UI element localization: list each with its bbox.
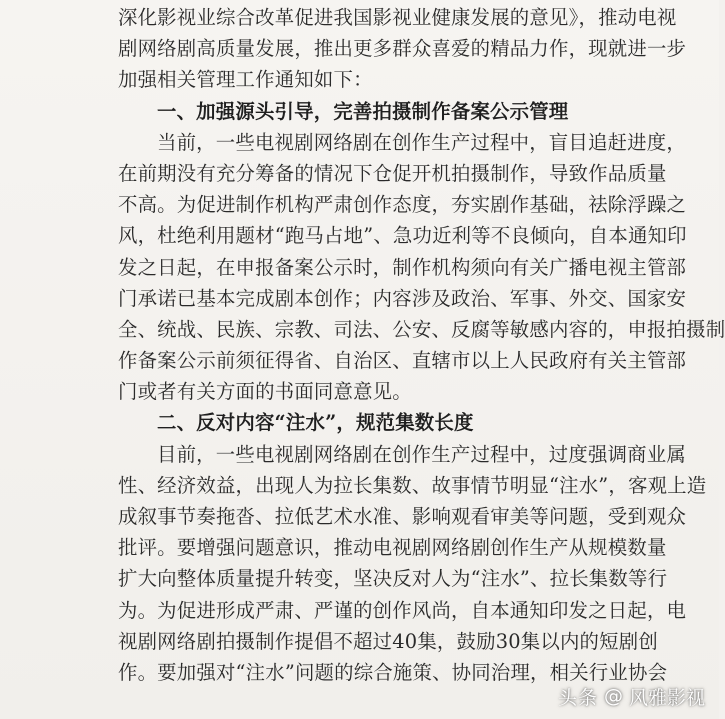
document-text — [118, 2, 725, 688]
document-line: 加强相关管理工作通知如下： — [118, 68, 373, 92]
document-line: 作备案公示前须征得省、自治区、直辖市以上人民政府有关主管部 — [118, 349, 687, 373]
document-line: 深化影视业综合改革促进我国影视业健康发展的意见》，推动电视 — [118, 6, 677, 29]
section-heading: 二、反对内容“注水”，规范集数长度 — [157, 411, 474, 435]
section-heading: 一、加强源头引导，完善拍摄制作备案公示管理 — [157, 99, 569, 123]
document-line: 批评。要增强问题意识，推动电视剧网络剧创作生产从规模数量 — [118, 536, 667, 560]
watermark-account: 风雅影视 — [628, 686, 705, 709]
document-line: 门或者有关方面的书面同意意见。 — [118, 380, 412, 404]
document-line: 剧网络剧高质量发展，推出更多群众喜爱的精品力作，现就进一步 — [118, 37, 687, 61]
document-line: 扩大向整体质量提升转变，坚决反对人为“注水”、拉长集数等行 — [118, 567, 668, 591]
document-line: 作。要加强对“注水”问题的综合施策、协同治理，相关行业协会 — [118, 660, 668, 684]
document-line: 当前，一些电视剧网络剧在创作生产过程中，盲目追赶进度， — [157, 130, 686, 154]
document-line: 风，杜绝利用题材“跑马占地”、急功近利等不良倾向，自本通知印 — [118, 224, 687, 248]
watermark-brand: 头条 — [557, 686, 598, 709]
document-line: 门承诺已基本完成剧本创作；内容涉及政治、军事、外交、国家安 — [118, 286, 687, 310]
watermark-at: @ — [603, 685, 623, 707]
document-line: 成叙事节奏拖沓、拉低艺术水准、影响观看审美等问题，受到观众 — [118, 505, 687, 528]
document-line: 目前，一些电视剧网络剧在创作生产过程中，过度强调商业属 — [157, 442, 686, 466]
document-line: 在前期没有充分筹备的情况下仓促开机拍摄制作，导致作品质量 — [118, 161, 667, 185]
watermark — [558, 681, 705, 711]
document-line: 为。为促进形成严肃、严谨的创作风尚，自本通知印发之日起，电 — [118, 598, 687, 622]
document-line: 性、经济效益，出现人为拉长集数、故事情节明显“注水”，客观上造 — [118, 473, 707, 497]
document-line: 视剧网络剧拍摄制作提倡不超过40集，鼓励30集以内的短剧创 — [118, 629, 658, 653]
document-line: 发之日起，在申报备案公示时，制作机构须向有关广播电视主管部 — [118, 255, 687, 279]
document-line: 全、统战、民族、宗教、司法、公安、反腐等敏感内容的，申报拍摄制 — [118, 317, 725, 341]
document-line: 不高。为促进制作机构严肃创作态度，夯实剧作基础，祛除浮躁之 — [118, 193, 687, 217]
